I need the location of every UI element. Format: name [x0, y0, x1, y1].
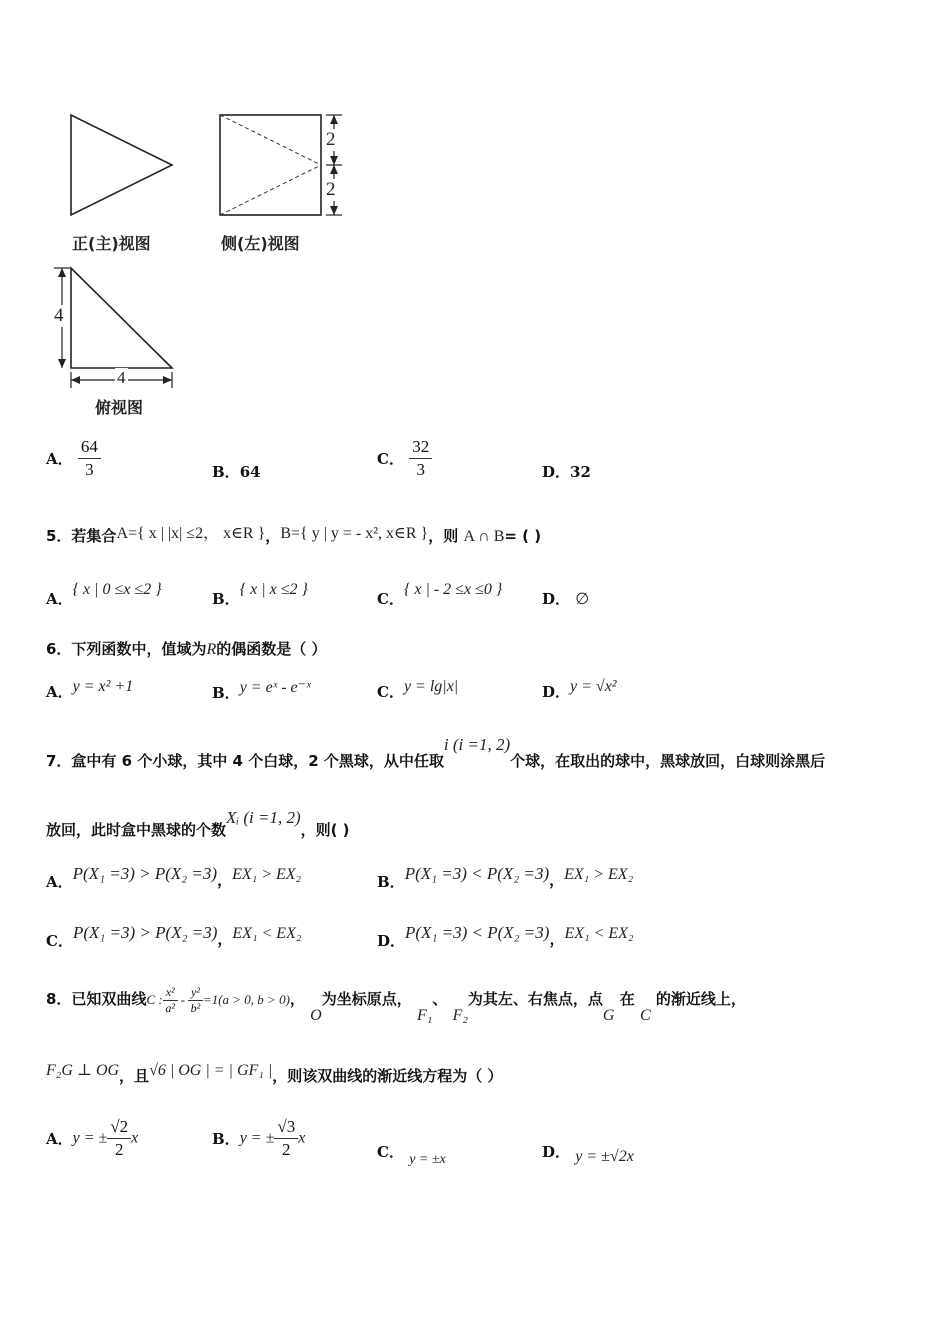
q5-option-a: A．{ x | 0 ≤x ≤2 } [46, 581, 162, 608]
question-5-stem: 5．若集合A={ x | |x| ≤2， x∈R }，B={ y | y = - x², x∈R }，则 A ∩ B= ( ) [46, 525, 542, 545]
q6-option-d: D．y = √x² [542, 678, 617, 701]
q5-option-c: C．{ x | - 2 ≤x ≤0 } [377, 581, 503, 608]
question-7-line-1: 7．盒中有 6 个小球，其中 4 个白球，2 个黑球，从中任取i (i =1, 2)个球，在取出的球中，黑球放回，白球则涂黑后 [46, 735, 826, 770]
question-8-line-2: F₂G ⊥ OG，且√6 | OG | = | GF₁ |，则该双曲线的渐近线方程为（ ） [46, 1062, 503, 1085]
side-view-label: 侧(左)视图 [221, 234, 300, 253]
q6-option-b: B．y = eˣ - e⁻ˣ [212, 679, 311, 702]
question-7-line-2: 放回，此时盒中黑球的个数Xᵢ (i =1, 2)，则( ) [46, 808, 350, 839]
option-fraction: $\frac{32}{3}$ [409, 436, 432, 481]
side-view-square [220, 115, 321, 215]
question-8-line-1: 8．已知双曲线C : $\frac{\text{x²}}{\text{a²}}$ - $\frac{\text{y²}}{\text{b²}}$ =1(a > 0, b > 0)， O为坐标原点， F₁、 F₂为其左、右焦点，点G 在 C 的渐近线上， [46, 985, 746, 1024]
question-6-stem: 6．下列函数中，值域为R的偶函数是（ ） [46, 640, 327, 658]
q4-option-a [46, 436, 101, 481]
q7-option-c: C．P(X₁ =3) > P(X₂ =3)，EX₁ < EX₂ [46, 923, 302, 950]
front-view-label: 正(主)视图 [72, 234, 151, 253]
side-view-hidden-edge [220, 165, 321, 215]
q5-option-b: B．{ x | x ≤2 } [212, 581, 308, 608]
q8-option-b: B．y = ± $\frac{√3}{2}$ x [212, 1117, 306, 1159]
top-view-label: 俯视图 [95, 398, 144, 417]
q8-option-a: A．y = ± $\frac{√2}{2}$ x [46, 1117, 139, 1159]
option-fraction: $\frac{64}{3}$ [78, 436, 101, 481]
dim-side-upper: 2 [326, 129, 336, 150]
q8-option-d: D． y = ±√2x [542, 1143, 634, 1165]
q4-option-b: B．64 [212, 463, 261, 481]
q4-option-c [377, 436, 432, 481]
q6-option-a: A．y = x² +1 [46, 678, 134, 701]
dim-side-lower: 2 [326, 179, 336, 200]
q7-option-a: A．P(X₁ =3) > P(X₂ =3)，EX₁ > EX₂ [46, 864, 302, 891]
side-view-hidden-edge [220, 115, 321, 165]
q7-option-d: D．P(X₁ =3) < P(X₂ =3)，EX₁ < EX₂ [377, 923, 634, 950]
dim-top-height: 4 [54, 305, 64, 326]
q5-option-d: D． ∅ [542, 590, 590, 608]
front-view-triangle [71, 115, 172, 215]
q4-option-d: D．32 [542, 463, 591, 481]
option-letter: C． [377, 450, 404, 468]
option-letter: A． [46, 450, 73, 468]
q7-option-b: B．P(X₁ =3) < P(X₂ =3)，EX₁ > EX₂ [377, 864, 634, 891]
dim-top-width: 4 [117, 368, 126, 387]
top-view-triangle [71, 268, 172, 368]
q8-option-c: C． y = ±x [377, 1143, 446, 1167]
q6-option-c: C．y = lg|x| [377, 678, 459, 701]
